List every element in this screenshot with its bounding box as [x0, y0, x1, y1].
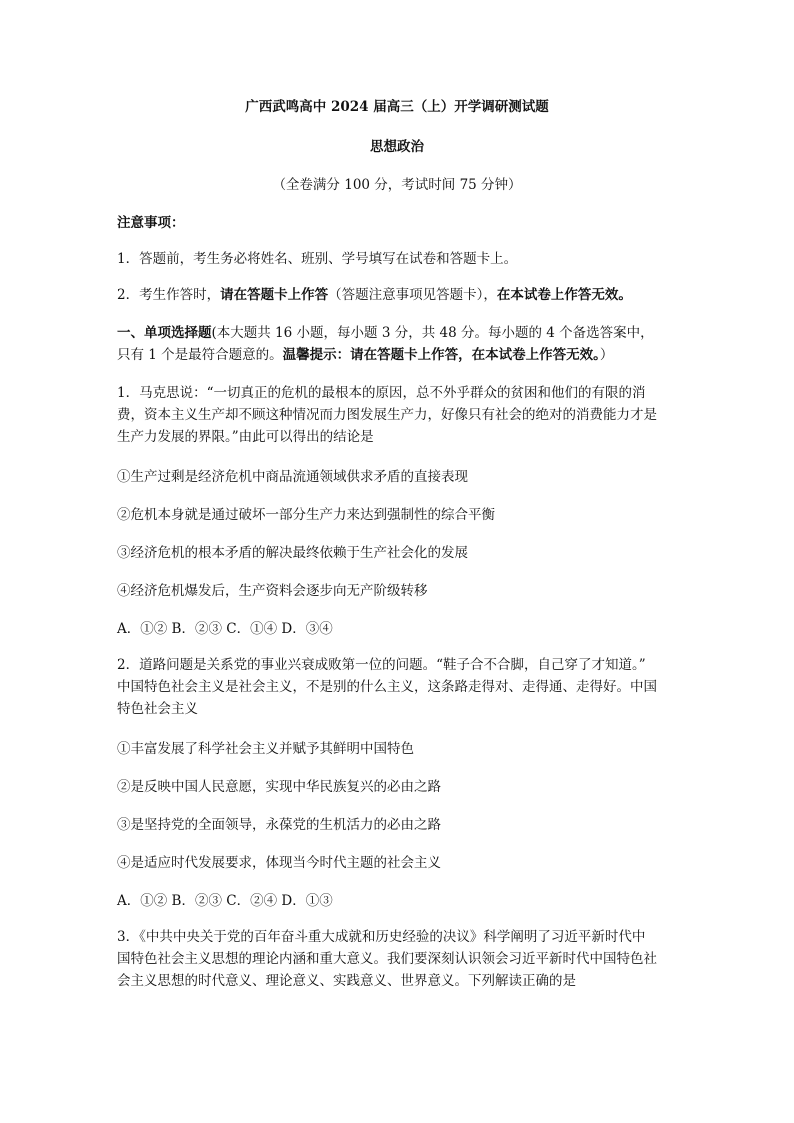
- section1-heading-line1: [117, 322, 677, 344]
- q1-option-3: ③经济危机的根本矛盾的解决最终依赖于生产社会化的发展: [117, 545, 468, 561]
- q3-stem-line1: 3．《中共中央关于党的百年奋斗重大成就和历史经验的决议》科学阐明了习近平新时代中: [117, 929, 646, 945]
- section1-heading-close: ）: [599, 347, 614, 363]
- exam-title: 广西武鸣高中 2024 届高三（上）开学调研测试题: [245, 99, 549, 115]
- section1-heading-tip: 温馨提示：请在答题卡上作答，在本试卷上作答无效。: [282, 347, 600, 363]
- section1-heading-title: 一、单项选择题: [117, 325, 212, 341]
- notes-item-2: [117, 284, 677, 306]
- section1-heading-desc: (本大题共 16 小题，每小题 3 分，共 48 分。每小题的 4 个备选答案中，: [211, 325, 654, 341]
- notes-item-2-part-a: 2．考生作答时，: [117, 287, 221, 303]
- q3-stem-line3: 会主义思想的时代意义、理论意义、实践意义、世界意义。下列解读正确的是: [117, 973, 576, 989]
- section1-heading-note: 只有 1 个是最符合题意的。: [117, 347, 283, 363]
- q1-option-1: ①生产过剩是经济危机中商品流通领域供求矛盾的直接表现: [117, 469, 468, 485]
- q1-stem-line2: 费，资本主义生产却不顾这种情况而力图发展生产力，好像只有社会的绝对的消费能力才是: [117, 407, 657, 423]
- q1-answers: A．①② B．②③ C．①④ D．③④: [117, 621, 333, 637]
- q2-option-3: ③是坚持党的全面领导，永葆党的生机活力的必由之路: [117, 817, 441, 833]
- q2-stem-line3: 特色社会主义: [117, 701, 198, 717]
- section1-heading-line2: [117, 344, 677, 366]
- q1-stem-line1: 1．马克思说：“一切真正的危机的最根本的原因，总不外乎群众的贫困和他们的有限的消: [117, 385, 646, 401]
- subject-title: 思想政治: [370, 139, 424, 155]
- q1-option-4: ④经济危机爆发后，生产资料会逐步向无产阶级转移: [117, 583, 428, 599]
- notes-item-1: 1．答题前，考生务必将姓名、班别、学号填写在试卷和答题卡上。: [117, 251, 518, 267]
- q1-option-2: ②危机本身就是通过破坏一部分生产力来达到强制性的综合平衡: [117, 507, 495, 523]
- exam-info: （全卷满分 100 分，考试时间 75 分钟）: [272, 177, 522, 193]
- notes-item-2-part-d: 在本试卷上作答无效。: [496, 287, 632, 303]
- q2-answers: A．①② B．②③ C．②④ D．①③: [117, 893, 333, 909]
- notes-item-2-part-c: （答题注意事项见答题卡），: [328, 287, 497, 303]
- notes-item-2-part-b: 请在答题卡上作答: [220, 287, 329, 303]
- notes-heading: 注意事项：: [117, 215, 185, 231]
- q2-option-2: ②是反映中国人民意愿，实现中华民族复兴的必由之路: [117, 779, 441, 795]
- q2-stem-line1: 2．道路问题是关系党的事业兴衰成败第一位的问题。“鞋子合不合脚，自己穿了才知道。”: [117, 657, 646, 673]
- q3-stem-line2: 国特色社会主义思想的理论内涵和重大意义。我们要深刻认识领会习近平新时代中国特色社: [117, 951, 657, 967]
- q2-option-4: ④是适应时代发展要求，体现当今时代主题的社会主义: [117, 855, 441, 871]
- q2-option-1: ①丰富发展了科学社会主义并赋予其鲜明中国特色: [117, 741, 414, 757]
- q2-stem-line2: 中国特色社会主义是社会主义，不是别的什么主义，这条路走得对、走得通、走得好。中国: [117, 679, 657, 695]
- q1-stem-line3: 生产力发展的界限。”由此可以得出的结论是: [117, 429, 374, 445]
